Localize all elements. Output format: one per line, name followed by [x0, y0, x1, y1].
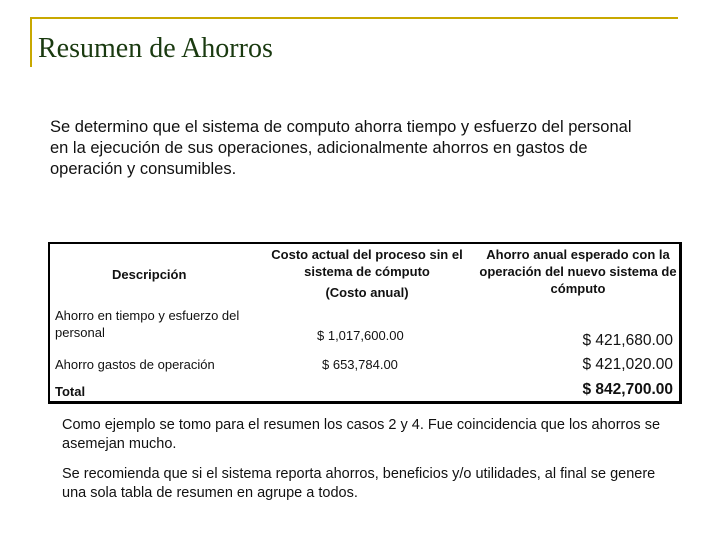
title-frame-top-border	[30, 17, 678, 19]
row-2-ahorro: $ 421,020.00	[582, 356, 673, 373]
header-costo-actual: Costo actual del proceso sin el sistema de cómputo	[271, 247, 463, 279]
header-costo-actual-sub: (Costo anual)	[325, 285, 409, 300]
row-1-descripcion: Ahorro en tiempo y esfuerzo del personal	[55, 308, 240, 340]
header-ahorro: Ahorro anual esperado con la operación del nuevo sistema de cómputo	[479, 247, 677, 296]
note-2: Se recomienda que si el sistema reporta ahorros, beneficios y/o utilidades, al final se genere una sola tabla de resumen en agrupe a todos.	[62, 466, 656, 501]
total-label: Total	[55, 384, 86, 399]
row-1-ahorro: $ 421,680.00	[582, 332, 673, 349]
header-descripcion: Descripción	[112, 267, 187, 282]
note-1: Como ejemplo se tomo para el resumen los casos 2 y 4. Fue coincidencia que los ahorros se asemejan mucho.	[62, 417, 661, 452]
total-ahorro: $ 842,700.00	[582, 381, 673, 398]
page-title: Resumen de Ahorros	[38, 33, 273, 64]
row-2-descripcion: Ahorro gastos de operación	[55, 357, 215, 372]
row-1-costo: $ 1,017,600.00	[317, 328, 404, 343]
title-frame-left-border	[30, 17, 32, 67]
intro-paragraph: Se determino que el sistema de computo ahorra tiempo y esfuerzo del personal en la ejecución de sus operaciones, adicionalmente ahorros en gastos de operación y consumibles.	[50, 118, 632, 178]
row-2-costo: $ 653,784.00	[322, 357, 398, 372]
